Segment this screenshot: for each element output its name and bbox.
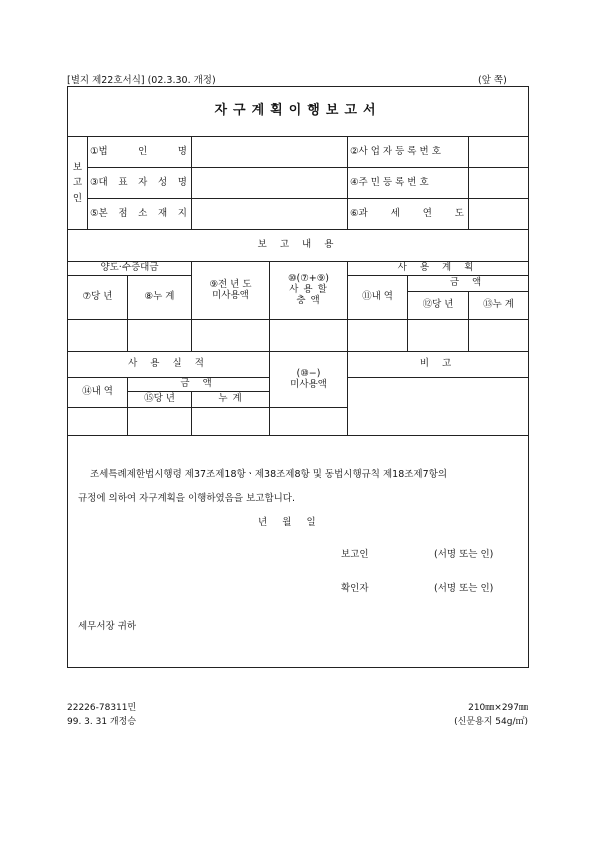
verifier-signature[interactable]: (서명 또는 인) — [434, 583, 494, 594]
t1-detail-header: ⑪내 역 — [348, 276, 408, 320]
t2-amount-header: 금 액 — [128, 378, 270, 392]
t1-prev-unused-field[interactable] — [192, 320, 270, 352]
declaration-block — [68, 436, 529, 668]
rep-name-field[interactable] — [192, 168, 348, 199]
t2-unused-field[interactable] — [270, 408, 348, 436]
corp-name-field[interactable] — [192, 137, 348, 168]
reporter-label: 보고인 — [341, 549, 369, 560]
declaration-line-1: 조세특례제한법시행령 제37조제18항ㆍ제38조제8항 및 동법시행규칙 제18조제7항의 — [90, 469, 448, 480]
footer-code: 22226-78311민 — [67, 703, 137, 713]
t2-cumulative-header: 누 계 — [192, 392, 270, 408]
tax-year-field[interactable] — [469, 199, 529, 230]
footer-paper-size: 210㎜×297㎜ — [468, 703, 528, 713]
transfer-amount-header: 양도·수증대금 — [68, 262, 192, 276]
form-title-cell — [68, 87, 529, 137]
report-form — [67, 86, 529, 668]
t1-cumulative-header: ⑧누 계 — [128, 276, 192, 320]
usage-actual-header: 사 용 실 적 — [68, 352, 270, 378]
resident-no-field[interactable] — [469, 168, 529, 199]
remarks-header: 비 고 — [348, 352, 529, 378]
biz-reg-no-field[interactable] — [469, 137, 529, 168]
reporter-group-label: 보 고 인 — [68, 137, 88, 230]
t1-current-year-field[interactable] — [68, 320, 128, 352]
unused-amount-header: (⑩−) 미사용액 — [270, 352, 348, 408]
page-side-label: (앞 쪽) — [478, 75, 507, 86]
t1-cumulative-field[interactable] — [128, 320, 192, 352]
usage-plan-header: 사 용 계 획 — [348, 262, 529, 276]
verifier-label: 확인자 — [341, 583, 369, 594]
t1-usable-amount-field[interactable] — [270, 320, 348, 352]
t2-detail-field[interactable] — [68, 408, 128, 436]
biz-reg-no-label: ②사 업 자 등 록 번 호 — [348, 137, 469, 168]
tax-year-label: ⑥과 세 연 도 — [348, 199, 469, 230]
t1-amount-header: 금 액 — [408, 276, 529, 292]
t1-plan-cumulative-header: ⑬누 계 — [469, 292, 529, 320]
footer-paper-type: (신문용지 54g/㎡) — [454, 717, 528, 727]
prev-unused-header: ⑨전 년 도 미사용액 — [192, 262, 270, 320]
report-content-heading: 보 고 내 용 — [68, 230, 529, 262]
t1-detail-field[interactable] — [348, 320, 408, 352]
t2-detail-header: ⑭내 역 — [68, 378, 128, 408]
t1-plan-current-header: ⑫당 년 — [408, 292, 469, 320]
report-date: 년 월 일 — [258, 517, 316, 528]
remarks-field[interactable] — [348, 378, 529, 436]
t1-plan-current-field[interactable] — [408, 320, 469, 352]
form-number: [별지 제22호서식] (02.3.30. 개정) — [67, 75, 216, 86]
t2-cumulative-field[interactable] — [192, 408, 270, 436]
hq-address-label: ⑤본 점 소 재 지 — [88, 199, 192, 230]
usable-amount-header: ⑩(⑦+⑨) 사 용 할 충 액 — [270, 262, 348, 320]
reporter-signature[interactable]: (서명 또는 인) — [434, 549, 494, 560]
addressee: 세무서장 귀하 — [78, 621, 137, 632]
t2-current-field[interactable] — [128, 408, 192, 436]
hq-address-field[interactable] — [192, 199, 348, 230]
t1-plan-cumulative-field[interactable] — [469, 320, 529, 352]
corp-name-label: ①법 인 명 — [88, 137, 192, 168]
form-title: 자구계획이행보고서 — [214, 103, 382, 119]
footer-revision-date: 99. 3. 31 개정승 — [67, 717, 137, 727]
declaration-line-2: 규정에 의하여 자구계획을 이행하였음을 보고합니다. — [78, 493, 295, 504]
t1-current-year-header: ⑦당 년 — [68, 276, 128, 320]
resident-no-label: ④주 민 등 록 번 호 — [348, 168, 469, 199]
t2-current-header: ⑮당 년 — [128, 392, 192, 408]
rep-name-label: ③대 표 자 성 명 — [88, 168, 192, 199]
